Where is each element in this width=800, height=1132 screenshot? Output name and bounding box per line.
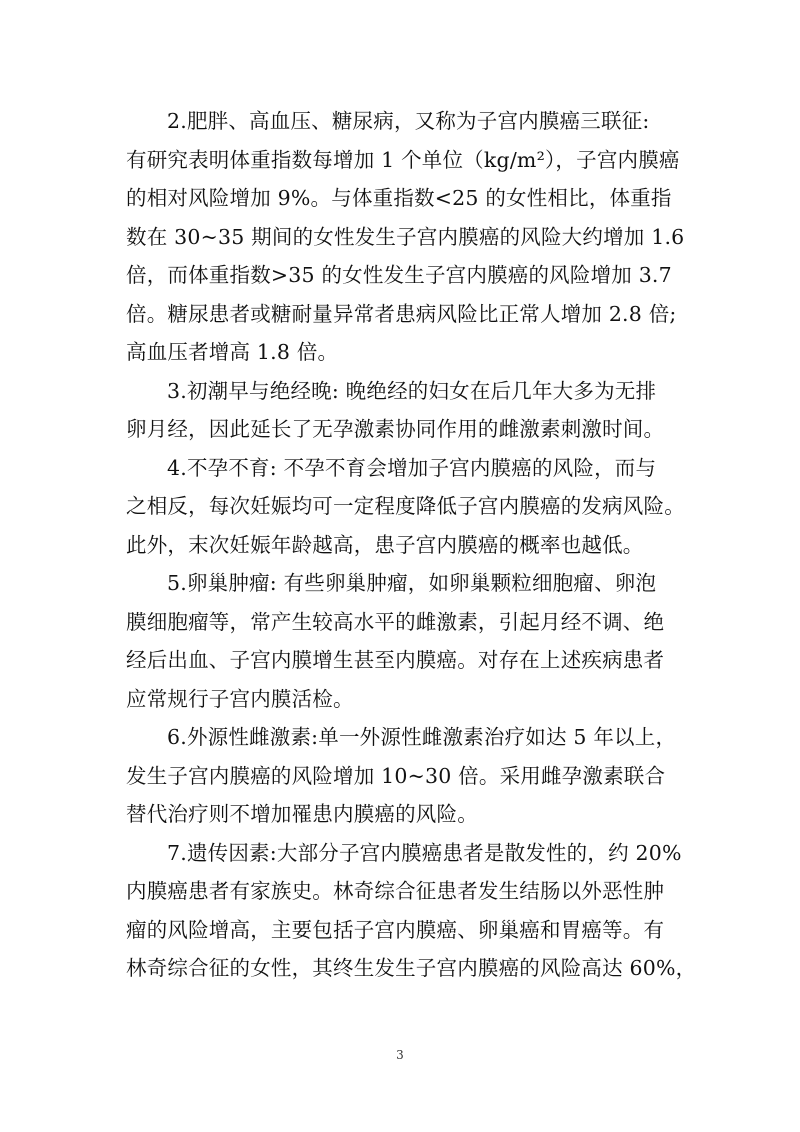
text-line: 卵月经，因此延长了无孕激素协同作用的雌激素刺激时间。 — [126, 417, 665, 441]
text-line: 数在 30~35 期间的女性发生子宫内膜癌的风险大约增加 1.6 — [126, 224, 685, 249]
paragraph-genetic-factors — [126, 834, 697, 988]
text-line: 7.遗传因素:大部分子宫内膜癌患者是散发性的，约 20% — [167, 840, 682, 865]
text-line: 倍，而体重指数>35 的女性发生子宫内膜癌的风险增加 3.7 — [126, 263, 672, 287]
text-line: 4.不孕不育: 不孕不育会增加子宫内膜癌的风险，而与 — [167, 455, 657, 480]
text-line: 林奇综合征的女性，其终生发生子宫内膜癌的风险高达 60%， — [126, 956, 697, 980]
paragraph-infertility — [126, 449, 688, 565]
text-line: 替代治疗则不增加罹患内膜癌的风险。 — [126, 802, 478, 826]
text-line: 有研究表明体重指数每增加 1 个单位（kg/m²），子宫内膜癌 — [126, 147, 680, 172]
paragraph-early-menarche-late-menopause — [126, 372, 688, 449]
text-line: 应常规行子宫内膜活检。 — [126, 686, 354, 711]
text-line: 此外，末次妊娠年龄越高，患子宫内膜癌的概率也越低。 — [126, 532, 644, 557]
text-line: 膜细胞瘤等，常产生较高水平的雌激素，引起月经不调、绝 — [126, 609, 665, 634]
text-line: 瘤的风险增高，主要包括子宫内膜癌、卵巢癌和胃癌等。有 — [126, 917, 665, 942]
text-line: 发生子宫内膜癌的风险增加 10~30 倍。采用雌孕激素联合 — [126, 763, 666, 788]
text-line: 的相对风险增加 9%。与体重指数<25 的女性相比，体重指 — [126, 186, 672, 210]
text-line: 经后出血、子宫内膜增生甚至内膜癌。对存在上述疾病患者 — [126, 648, 665, 672]
text-line: 倍。糖尿患者或糖耐量异常者患病风险比正常人增加 2.8 倍; — [126, 301, 677, 326]
paragraph-ovarian-tumor — [126, 564, 688, 718]
paragraph-exogenous-estrogen — [126, 718, 688, 834]
text-line: 高血压者增高 1.8 倍。 — [126, 340, 339, 364]
text-line: 内膜癌患者有家族史。林奇综合征患者发生结肠以外恶性肿 — [126, 879, 665, 903]
text-line: 之相反，每次妊娠均可一定程度降低子宫内膜癌的发病风险。 — [126, 494, 685, 518]
text-line: 6.外源性雌激素:单一外源性雌激素治疗如达 5 年以上， — [167, 725, 677, 749]
page-number: 3 — [396, 1048, 404, 1062]
page-body — [126, 102, 697, 988]
text-line: 2.肥胖、高血压、糖尿病，又称为子宫内膜癌三联征: — [167, 109, 650, 133]
text-line: 5.卵巢肿瘤: 有些卵巢肿瘤，如卵巢颗粒细胞瘤、卵泡 — [167, 571, 657, 595]
text-line: 3.初潮早与绝经晚: 晚绝经的妇女在后几年大多为无排 — [167, 378, 657, 403]
paragraph-obesity-hypertension-diabetes — [126, 102, 688, 372]
